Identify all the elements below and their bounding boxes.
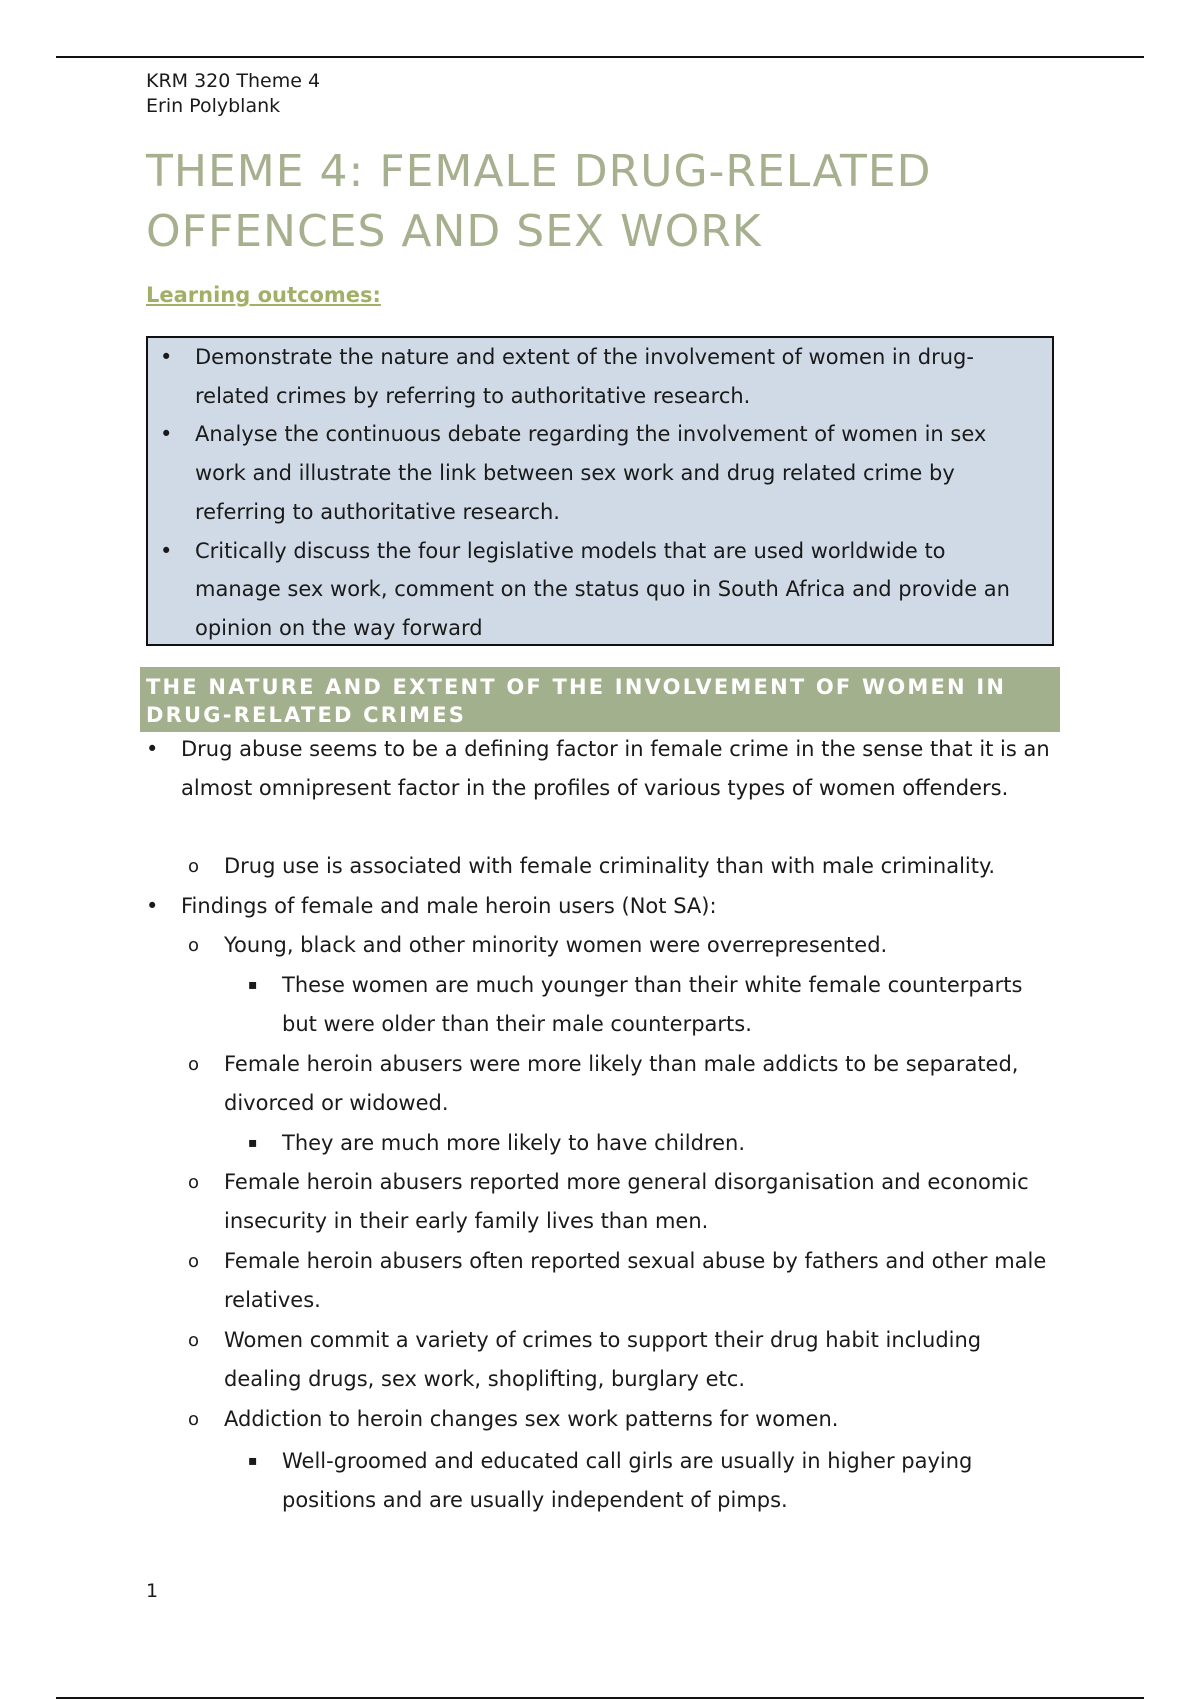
list-item xyxy=(248,1442,1062,1521)
list-item xyxy=(188,1242,1064,1321)
course-label: KRM 320 Theme 4 xyxy=(146,70,321,92)
author-name: Erin Polyblank xyxy=(146,95,281,117)
square-bullet-icon: ▪ xyxy=(248,977,258,993)
list-item xyxy=(188,1400,1064,1439)
circle-bullet-icon: o xyxy=(188,1251,200,1272)
circle-bullet-icon: o xyxy=(188,856,200,877)
list-item xyxy=(248,1124,1062,1163)
outcome-text: Critically discuss the four legislative models that are used worldwide to manage sex work, comment on the status quo in South Africa and provide an opinion on the way forward xyxy=(195,538,1010,640)
list-item-text: They are much more likely to have children. xyxy=(282,1131,745,1155)
circle-bullet-icon: o xyxy=(188,1172,200,1193)
header-rule xyxy=(56,56,1144,58)
circle-bullet-icon: o xyxy=(188,1409,200,1430)
list-item xyxy=(188,1163,1064,1242)
list-item-text: Addiction to heroin changes sex work patterns for women. xyxy=(224,1407,839,1431)
learning-outcomes-list xyxy=(148,338,1052,648)
list-item xyxy=(188,847,1064,886)
page-title: THEME 4: FEMALE DRUG-RELATED OFFENCES AND SEX WORK xyxy=(146,146,932,257)
circle-bullet-icon: o xyxy=(188,1054,200,1075)
bullet-icon: • xyxy=(160,345,173,369)
list-item-text: Drug use is associated with female criminality than with male criminality. xyxy=(224,854,996,878)
list-item-text: Well-groomed and educated call girls are usually in higher paying positions and are usually independent of pimps. xyxy=(282,1449,973,1513)
list-item-text: Drug abuse seems to be a defining factor in female crime in the sense that it is an almost omnipresent factor in the profiles of various types of women offenders. xyxy=(181,737,1050,801)
list-item-text: Women commit a variety of crimes to support their drug habit including dealing drugs, sex work, shoplifting, burglary etc. xyxy=(224,1328,982,1392)
list-item-text: Young, black and other minority women were overrepresented. xyxy=(224,933,888,957)
outcome-text: Analyse the continuous debate regarding the involvement of women in sex work and illustrate the link between sex work and drug related crime by referring to authoritative research. xyxy=(195,422,987,524)
page-number: 1 xyxy=(146,1580,159,1602)
list-item-text: Findings of female and male heroin users (Not SA): xyxy=(181,894,717,918)
document-header xyxy=(146,69,320,119)
circle-bullet-icon: o xyxy=(188,1330,200,1351)
list-item xyxy=(148,415,1052,531)
section-heading xyxy=(140,667,1060,732)
list-item xyxy=(188,1045,1064,1124)
list-item xyxy=(148,532,1052,648)
bullet-icon: • xyxy=(146,737,159,761)
circle-bullet-icon: o xyxy=(188,935,200,956)
section-heading-text: THE NATURE AND EXTENT OF THE INVOLVEMENT OF WOMEN IN DRUG-RELATED CRIMES xyxy=(146,675,1007,727)
square-bullet-icon: ▪ xyxy=(248,1453,258,1469)
list-item xyxy=(188,926,1064,965)
list-item xyxy=(248,966,1062,1045)
footer-rule xyxy=(56,1697,1144,1699)
learning-outcomes-box xyxy=(146,336,1054,646)
square-bullet-icon: ▪ xyxy=(248,1135,258,1151)
list-item xyxy=(146,887,1061,926)
list-item-text: These women are much younger than their white female counterparts but were older than their male counterparts. xyxy=(282,973,1023,1037)
list-item xyxy=(188,1321,1064,1400)
list-item-text: Female heroin abusers often reported sexual abuse by fathers and other male relatives. xyxy=(224,1249,1047,1313)
bullet-icon: • xyxy=(160,422,173,447)
bullet-icon: • xyxy=(146,894,159,918)
list-item-text: Female heroin abusers reported more general disorganisation and economic insecurity in their early family lives than men. xyxy=(224,1170,1029,1234)
list-item-text: Female heroin abusers were more likely than male addicts to be separated, divorced or widowed. xyxy=(224,1052,1019,1116)
bullet-icon: • xyxy=(160,538,173,563)
list-item xyxy=(146,730,1061,809)
list-item xyxy=(148,338,1052,415)
learning-outcomes-heading: Learning outcomes: xyxy=(146,283,381,307)
outcome-text: Demonstrate the nature and extent of the involvement of women in drug-related crimes by referring to authoritative research. xyxy=(195,345,974,408)
